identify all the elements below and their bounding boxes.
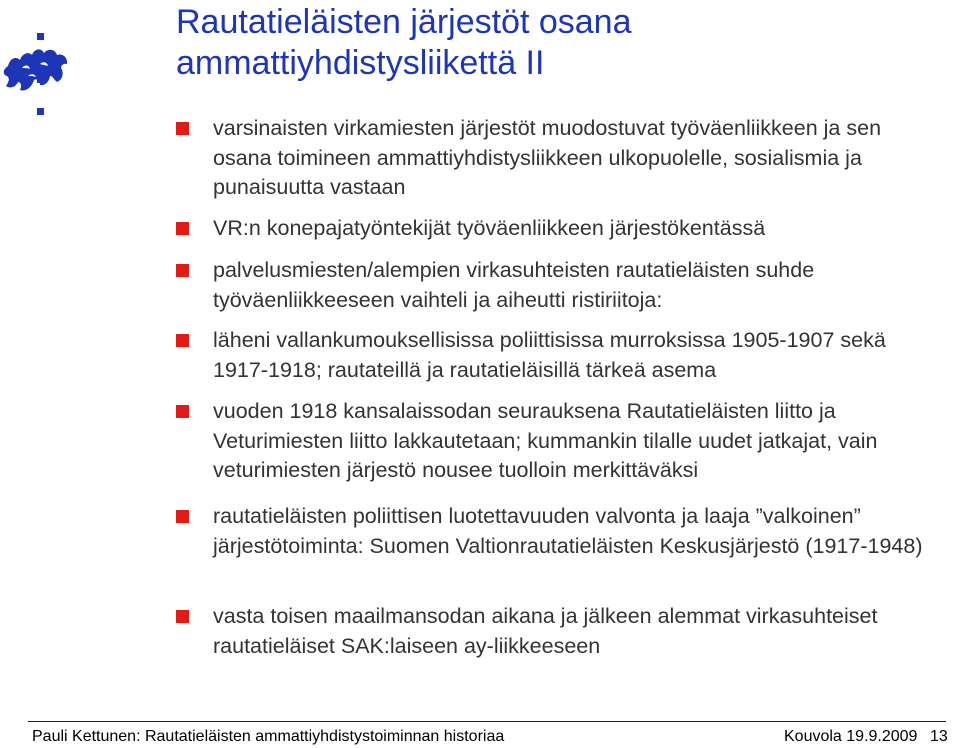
bullet-item [176,602,936,661]
title-line-2: ammattiyhdistysliikettä II [176,44,545,82]
square-bullet-icon [176,334,189,347]
bullet-item [176,256,936,315]
footer-place-date: Kouvola 19.9.2009 [784,728,918,745]
bullet-item [176,397,936,486]
title-line-1: Rautatieläisten järjestöt osana [176,3,632,41]
university-flame-logo-icon [0,10,72,120]
bullet-text: VR:n konepajatyöntekijät työväenliikkeen järjestökentässä [213,216,766,240]
bullet-item [176,502,936,561]
bullet-text: vuoden 1918 kansalaissodan seurauksena Rautatieläisten liitto ja Veturimiesten liitto lakkautetaan; kummankin tilalle uudet jatkajat, vain veturimiesten järjestö nousee tuolloin merkittäväksi [213,399,878,482]
square-bullet-icon [176,222,189,235]
square-bullet-icon [176,510,189,523]
square-bullet-icon [176,264,189,277]
bullet-text: palvelusmiesten/alempien virkasuhteisten rautatieläisten suhde työväenliikkeeseen vaihteli ja aiheutti ristiriitoja: [213,258,815,312]
square-bullet-icon [176,405,189,418]
bullet-text: varsinaisten virkamiesten järjestöt muodostuvat työväenliikkeen ja sen osana toimineen ammattiyhdistysliikkeen ulkopuolelle, sosialismia ja punaisuutta vastaan [213,116,882,199]
square-bullet-icon [176,610,189,623]
footer-divider [28,721,946,722]
bullet-item [176,214,936,244]
footer-page-number: 13 [930,728,948,745]
bullet-text: vasta toisen maailmansodan aikana ja jälkeen alemmat virkasuhteiset rautatieläiset SAK:laiseen ay-liikkeeseen [213,604,878,658]
slide-title [176,2,936,84]
square-bullet-icon [176,122,189,135]
bullet-item [176,114,936,203]
bullet-item [176,326,936,385]
bullet-text: rautatieläisten poliittisen luotettavuuden valvonta ja laaja ”valkoinen” järjestötoiminta: Suomen Valtionrautatieläisten Keskusjärjestö (1917-1948) [213,504,923,558]
bullet-text: läheni vallankumouksellisissa poliittisissa murroksissa 1905-1907 sekä 1917-1918; rautateillä ja rautatieläisillä tärkeä asema [213,328,886,382]
footer-author-course: Pauli Kettunen: Rautatieläisten ammattiyhdistystoiminnan historiaa [32,728,505,745]
